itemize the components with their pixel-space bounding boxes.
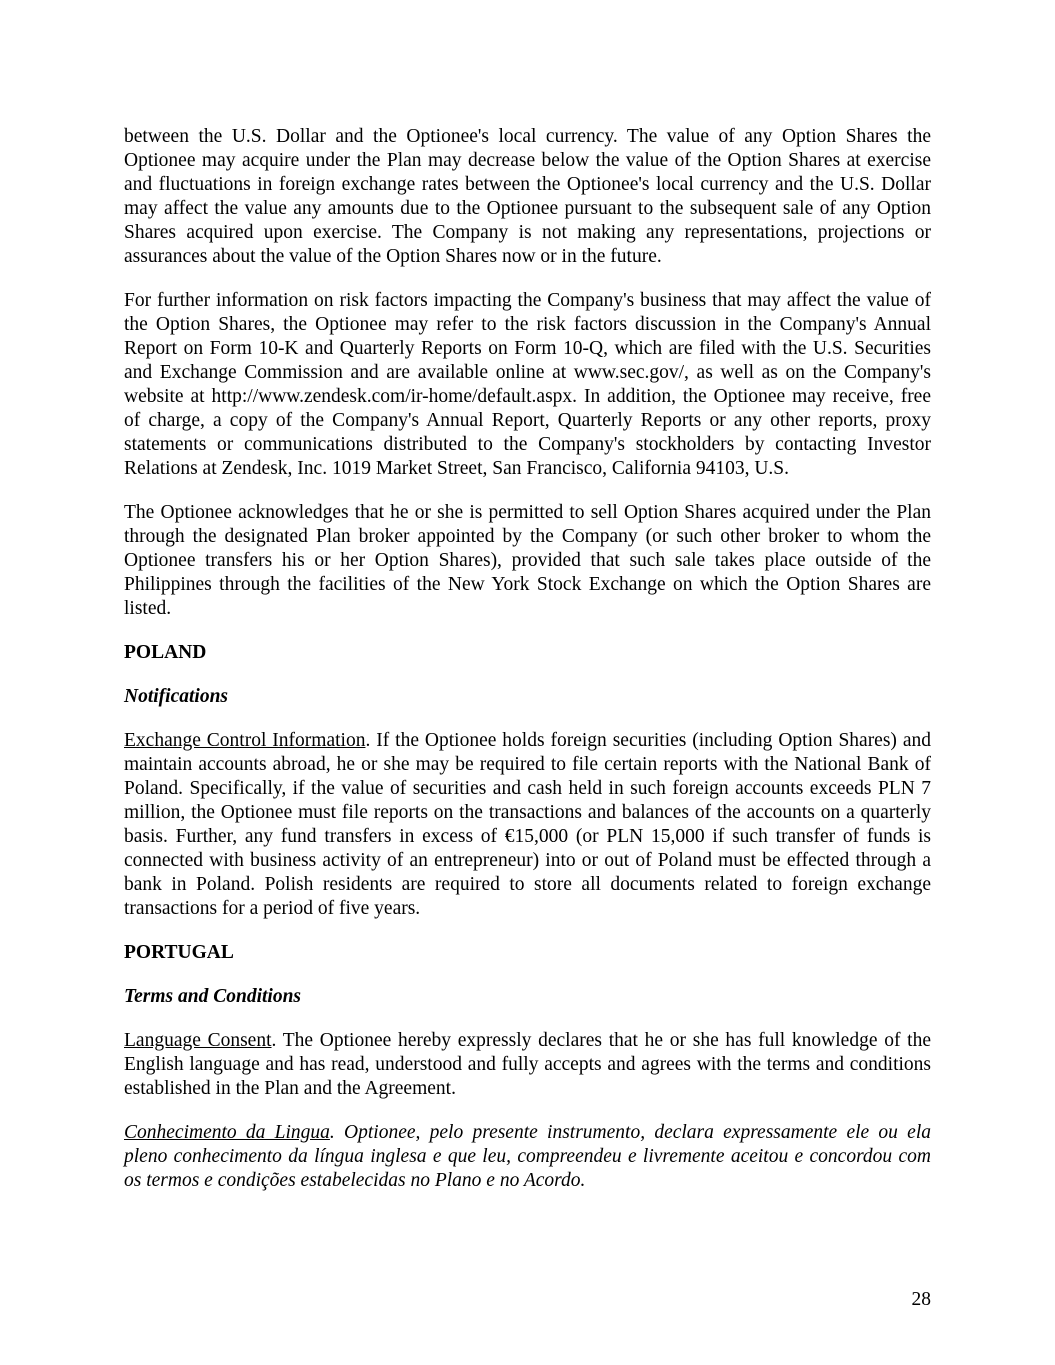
exchange-control-body: . If the Optionee holds foreign securities (including Option Shares) and maintain accounts abroad, he or she may be required to file certain reports with the National Bank of Poland. Specifically, if the value of securities and cash held in such foreign accounts exceeds PLN 7 million, the Optionee must file reports on the transactions and balances of the accounts on a quarterly basis. Further, any fund transfers in excess of €15,000 (or PLN 15,000 if such transfer of funds is connected with business activity of an entrepreneur) into or out of Poland must be effected through a bank in Poland. Polish residents are required to store all documents related to foreign exchange transactions for a period of five years. bbox=[124, 730, 931, 919]
paragraph-language-consent bbox=[124, 1029, 931, 1101]
paragraph-language-consent-portuguese bbox=[124, 1121, 931, 1193]
section-heading-portugal: PORTUGAL bbox=[124, 942, 234, 963]
language-consent-body: . The Optionee hereby expressly declares that he or she has full knowledge of the English language and has read, understood and fully accepts and agrees with the terms and conditions established in the Plan and the Agreement. bbox=[124, 1030, 931, 1099]
page-number: 28 bbox=[911, 1289, 931, 1310]
language-consent-portuguese-title: Conhecimento da Lingua bbox=[124, 1122, 330, 1143]
paragraph-exchange-control bbox=[124, 729, 931, 921]
paragraph-currency-risk: between the U.S. Dollar and the Optionee's local currency. The value of any Option Shares the Optionee may acquire under the Plan may decrease below the value of the Option Shares at exercise and fluctuations in foreign exchange rates between the Optionee's local currency and the U.S. Dollar may affect the value any amounts due to the Optionee pursuant to the subsequent sale of any Option Shares acquired upon exercise. The Company is not making any representations, projections or assurances about the value of the Option Shares now or in the future. bbox=[124, 126, 931, 267]
paragraph-sale-of-shares: The Optionee acknowledges that he or she is permitted to sell Option Shares acquired under the Plan through the designated Plan broker appointed by the Company (or such other broker to whom the Optionee transfers his or her Option Shares), provided that such sale takes place outside of the Philippines through the facilities of the New York Stock Exchange on which the Option Shares are listed. bbox=[124, 502, 931, 619]
subheading-notifications: Notifications bbox=[124, 686, 229, 707]
exchange-control-title: Exchange Control Information bbox=[124, 730, 366, 751]
language-consent-portuguese-body: . Optionee, pelo presente instrumento, declara expressamente ele ou ela pleno conhecimento da língua inglesa e que leu, compreendeu e livremente aceitou e concordou com os termos e condições estabelecidas no Plano e no Acordo. bbox=[124, 1122, 931, 1191]
subheading-terms-and-conditions: Terms and Conditions bbox=[124, 986, 302, 1007]
language-consent-title: Language Consent bbox=[124, 1030, 272, 1051]
paragraph-risk-factors: For further information on risk factors impacting the Company's business that may affect the value of the Option Shares, the Optionee may refer to the risk factors discussion in the Company's Annual Report on Form 10-K and Quarterly Reports on Form 10-Q, which are filed with the U.S. Securities and Exchange Commission and are available online at www.sec.gov/, as well as on the Company's website at http://www.zendesk.com/ir-home/default.aspx. In addition, the Optionee may receive, free of charge, a copy of the Company's Annual Report, Quarterly Reports or any other reports, proxy statements or communications distributed to the Company's stockholders by contacting Investor Relations at Zendesk, Inc. 1019 Market Street, San Francisco, California 94103, U.S. bbox=[124, 290, 931, 479]
page-content bbox=[124, 125, 931, 1213]
section-heading-poland: POLAND bbox=[124, 642, 207, 663]
